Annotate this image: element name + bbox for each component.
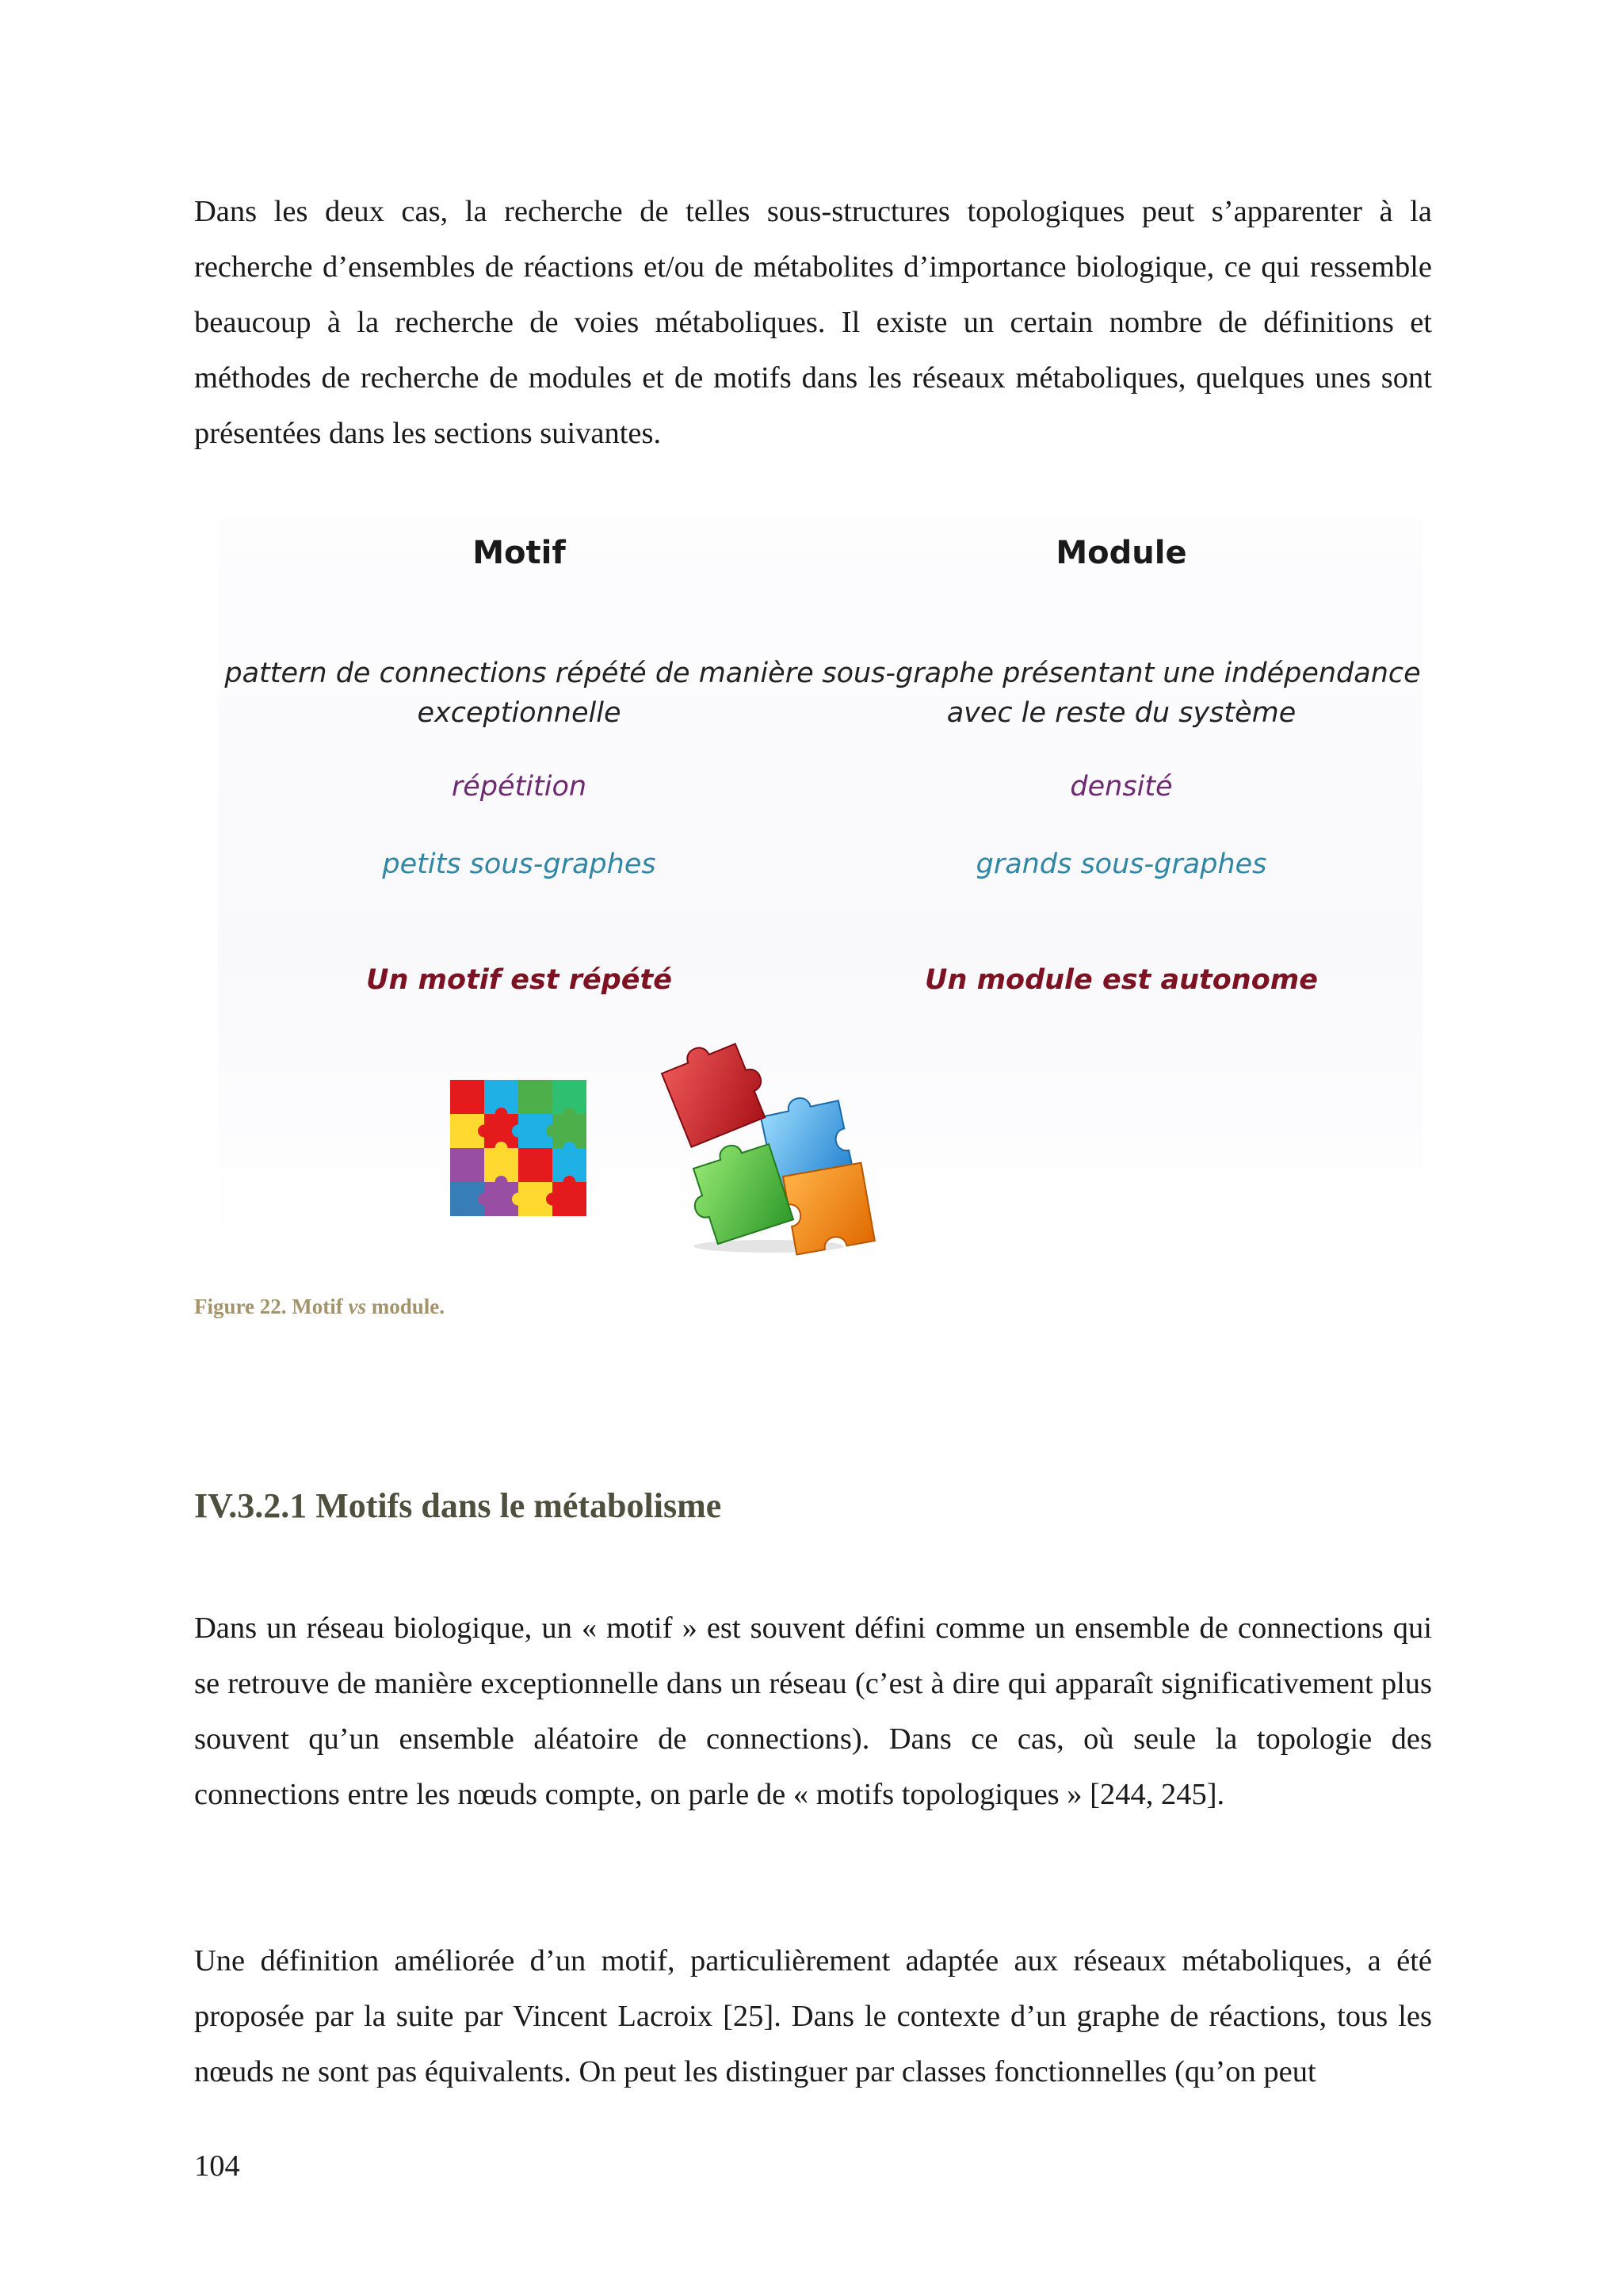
motif-property: répétition [451,771,587,803]
module-conclusion: Un module est autonome [925,964,1318,996]
section-heading: IV.3.2.1 Motifs dans le métabolisme [194,1486,722,1525]
motif-size: petits sous-graphes [382,849,656,880]
page-number: 104 [194,2149,240,2183]
module-definition: sous-graphe présentant une indépendance avec le reste du système [822,658,1421,729]
motif-conclusion: Un motif est répété [366,964,672,996]
motif-heading: Motif [472,535,566,571]
motif-definition-paragraph: Dans un réseau biologique, un « motif » est souvent défini comme un ensemble de connections qui se retrouve de manière exceptionnelle dans un réseau (c’est à dire qui apparaît significativement plus souvent qu’un ensemble aléatoire de connections). Dans ce cas, où seule la topologie des connections entre les nœuds compte, on parle de « motifs topologiques » [244, 245]. [194,1611,1432,1811]
module-heading: Module [1056,535,1187,571]
intro-paragraph: Dans les deux cas, la recherche de telles sous-structures topologiques peut s’apparenter à la recherche d’ensembles de réactions et/ou de métabolites d’importance biologique, ce qui ressemble beaucoup à la recherche de voies métaboliques. Il existe un certain nombre de définitions et méthodes de recherche de modules et de motifs dans les réseaux métaboliques, quelques unes sont présentées dans les sections suivantes. [194,195,1432,450]
figure-motif-vs-module [218,519,1423,1248]
caption-rest: module. [365,1295,445,1318]
separated-puzzle-pieces-icon [650,1042,888,1256]
improved-definition-paragraph: Une définition améliorée d’un motif, particulièrement adaptée aux réseaux métaboliques, a été proposée par la suite par Vincent Lacroix [25]. Dans le contexte d’un graphe de réactions, tous les nœuds ne sont pas équivalents. On peut les distinguer par classes fonctionnelles (qu’on peut [194,1944,1432,2088]
module-property: densité [1070,771,1173,803]
colorful-jigsaw-grid-icon [450,1080,586,1216]
caption-vs: vs [348,1295,366,1318]
module-size: grands sous-graphes [976,849,1267,880]
figure-caption [194,1295,445,1319]
motif-definition: pattern de connections répété de manière exceptionnelle [224,658,814,729]
caption-label: Figure 22. Motif [194,1295,349,1318]
